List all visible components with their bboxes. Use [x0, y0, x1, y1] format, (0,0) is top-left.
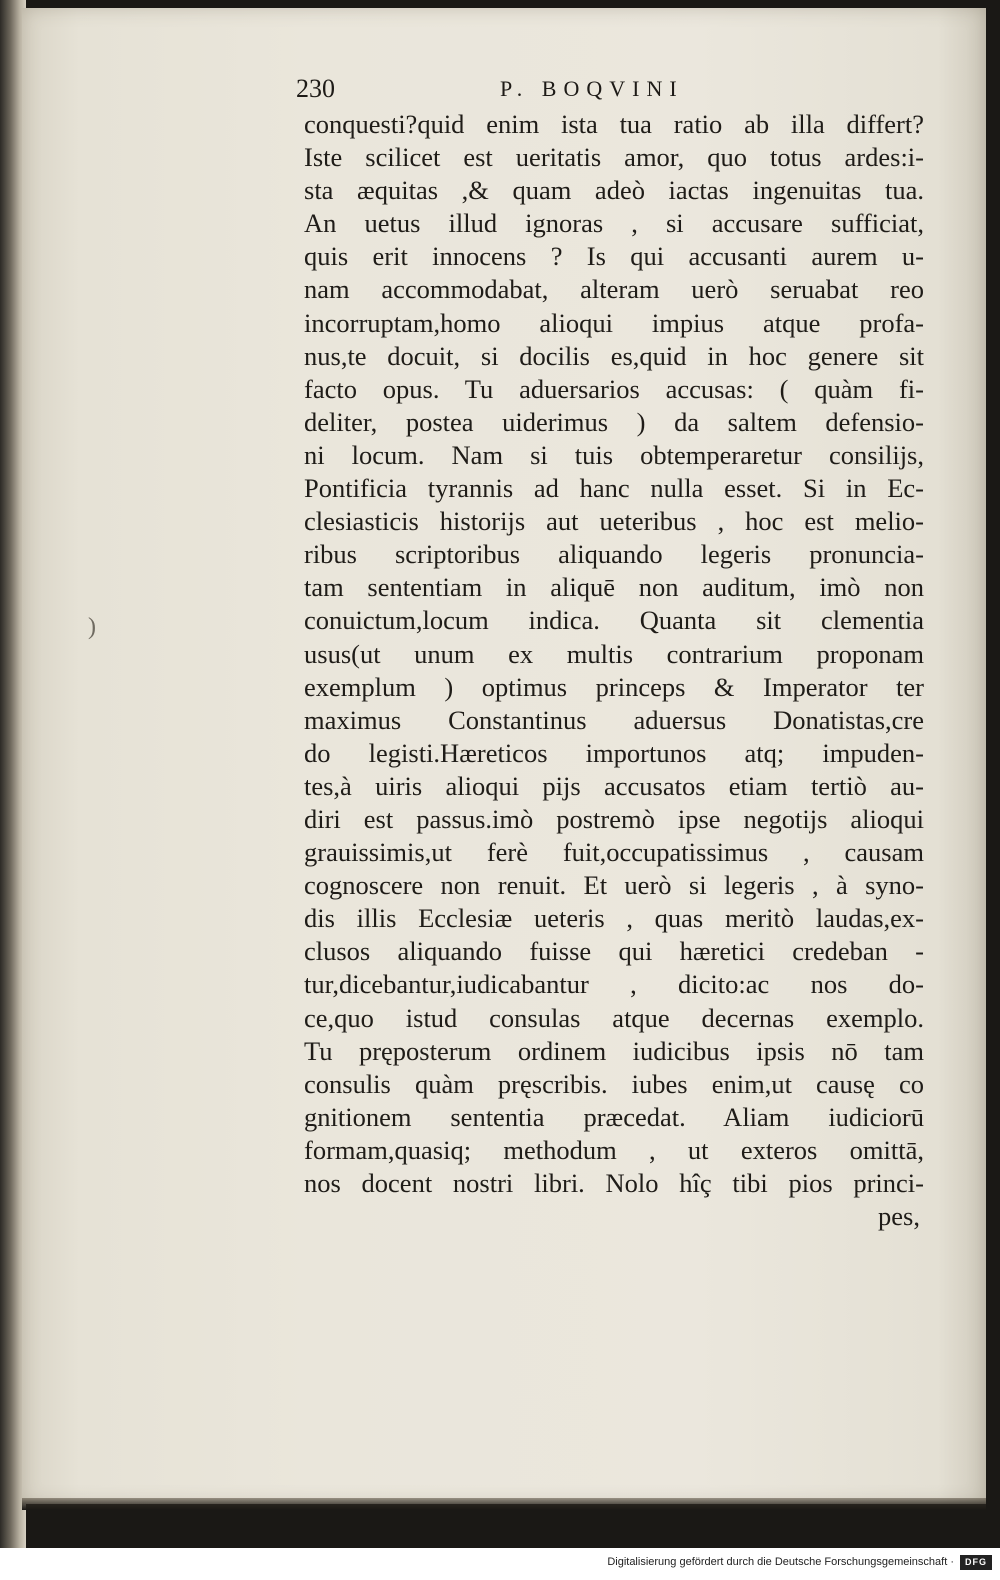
header-author: P. BOQVINI	[500, 76, 684, 101]
text-line: nos docent nostri libri. Nolo hîç tibi pios princi-	[304, 1168, 924, 1198]
text-line: conquesti?quid enim ista tua ratio ab illa differt?	[304, 109, 924, 139]
text-line: gnitionem sententia præcedat. Aliam iudiciorū	[304, 1101, 924, 1132]
text-line: grauissimis,ut ferè fuit,occupatissimus , causam	[304, 837, 924, 868]
body-text	[304, 108, 924, 1233]
text-line: ribus scriptoribus aliquando legeris pronuncia-	[304, 539, 924, 570]
margin-mark: )	[88, 614, 96, 640]
text-line: exemplum ) optimus princeps & Imperator ter	[304, 671, 924, 702]
text-line: tur,dicebantur,iudicabantur , dicito:ac nos do-	[304, 969, 924, 1000]
text-line: tam sententiam in aliquē non auditum, imò non	[304, 572, 924, 603]
text-line: clesiasticis historijs aut ueteribus , hoc est melio-	[304, 506, 924, 537]
text-line: Iste scilicet est ueritatis amor, quo totus ardes:i-	[304, 142, 924, 173]
text-line: nus,te docuit, si docilis es,quid in hoc genere sit	[304, 340, 924, 371]
text-line: ce,quo istud consulas atque decernas exemplo.	[304, 1002, 924, 1033]
text-line: deliter, postea uiderimus ) da saltem defensio-	[304, 406, 924, 437]
running-head	[296, 74, 736, 108]
text-line: conuictum,locum indica. Quanta sit clementia	[304, 605, 924, 636]
text-line: Tu pręposterum ordinem iudicibus ipsis nō tam	[304, 1035, 924, 1066]
text-line: dis illis Ecclesiæ ueteris , quas meritò laudas,ex-	[304, 903, 924, 934]
text-line: consulis quàm pręscribis. iubes enim,ut causę co	[304, 1068, 924, 1099]
text-line: facto opus. Tu aduersarios accusas: ( quàm fi-	[304, 373, 924, 404]
text-line: do legisti.Hæreticos importunos atq; impuden-	[304, 737, 924, 768]
text-line: incorruptam,homo alioqui impius atque profa-	[304, 307, 924, 338]
dfg-logo-icon: DFG	[960, 1555, 992, 1570]
page-number: 230	[296, 74, 335, 103]
text-line: cognoscere non renuit. Et uerò si legeris , à syno-	[304, 870, 924, 901]
footer-bar	[0, 1548, 1000, 1580]
text-line: ni locum. Nam si tuis obtemperaretur consilijs,	[304, 439, 924, 470]
text-line: sta æquitas ,& quam adeò iactas ingenuitas tua.	[304, 175, 924, 206]
text-line: An uetus illud ignoras , si accusare sufficiat,	[304, 208, 924, 239]
text-line: tes,à uiris alioqui pijs accusatos etiam tertiò au-	[304, 770, 924, 801]
text-line: quis erit innocens ? Is qui accusanti aurem u-	[304, 241, 924, 272]
text-line: usus(ut unum ex multis contrarium proponam	[304, 638, 924, 669]
page-shadow	[22, 1498, 986, 1510]
text-line: Pontificia tyrannis ad hanc nulla esset. Si in Ec-	[304, 473, 924, 504]
catchword: pes,	[878, 1201, 920, 1232]
text-line: nam accommodabat, alteram uerò seruabat reo	[304, 274, 924, 305]
text-line: diri est passus.imò postremò ipse negotijs alioqui	[304, 803, 924, 834]
text-line: maximus Constantinus aduersus Donatistas,cre	[304, 704, 924, 735]
funding-credit: Digitalisierung gefördert durch die Deutsche Forschungsgemeinschaft ·	[607, 1556, 954, 1568]
text-line: clusos aliquando fuisse qui hæretici credeban -	[304, 936, 924, 967]
text-line: formam,quasiq; methodum , ut exteros omittā,	[304, 1134, 924, 1165]
